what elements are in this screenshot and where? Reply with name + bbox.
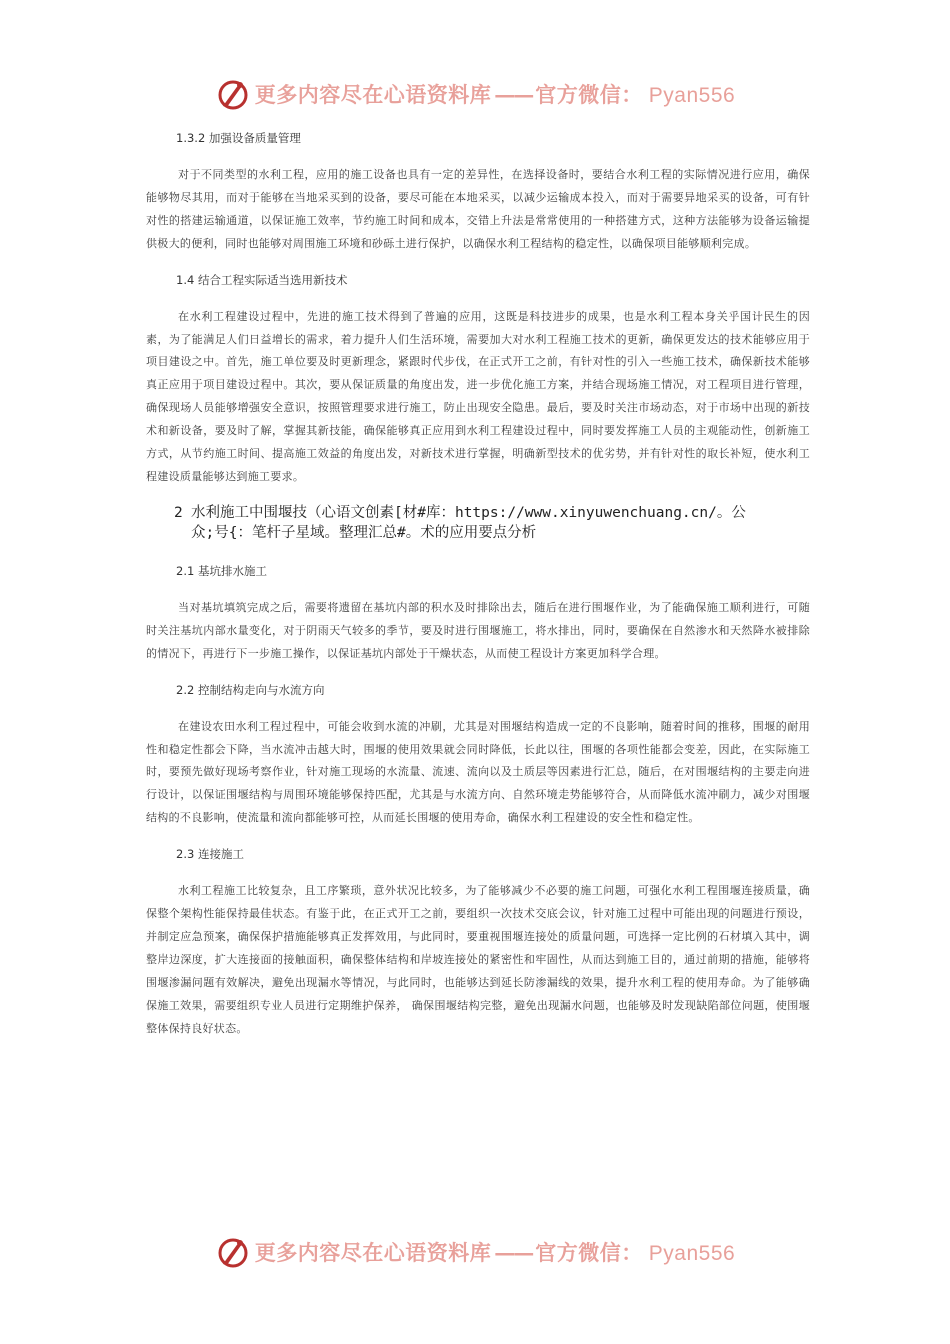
section-heading: 2.3 连接施工 [176, 847, 244, 862]
section-paragraph: 对于不同类型的水利工程，应用的施工设备也具有一定的差异性，在选择设备时，要结合水利工程的实际情况进行应用，确保能够物尽其用，而对于能够在当地采买到的设备，要尽可能在本地采买，以减少运输成本投入，而对于需要异地采买的设备，可有针对性的搭建运输通道，以保证施工效率，节约施工时间和成本，交错上升法是常常使用的一种搭建方式，这种方法能够为设备运输提供极大的便利，同时也能够对周围施工环境和砂砾土进行保护，以确保水利工程结构的稳定性，以确保项目能够顺利完成。 [146, 168, 810, 250]
chapter-heading [146, 503, 810, 543]
section-heading: 1.4 结合工程实际适当选用新技术 [176, 272, 348, 287]
banner-text: 更多内容尽在心语资料库 —— 官方微信： Pyan556 [254, 1240, 736, 1265]
chapter-title-line1: 水利施工中围堰技（心语文创素[材#库：https://www.xinyuwenchuang.cn/。公 [191, 504, 746, 521]
quill-logo-icon [215, 76, 251, 112]
section-heading: 1.3.2 加强设备质量管理 [176, 131, 301, 145]
document-body [146, 128, 810, 1040]
quill-logo-icon [215, 1234, 251, 1270]
section-paragraph: 在水利工程建设过程中，先进的施工技术得到了普遍的应用，这既是科技进步的成果，也是水利工程本身关乎国计民生的因素，为了能满足人们日益增长的需求，着力提升人们生活环境，需要加大对水利工程施工技术的更新，确保更发达的技术能够应用于项目建设之中。首先，施工单位要及时更新理念，紧跟时代步伐，在正式开工之前，有针对性的引入一些施工技术，确保新技术能够真正应用于项目建设过程中。其次，要从保证质量的角度出发，进一步优化施工方案，并结合现场施工情况，对工程项目进行管理，确保现场人员能够增强安全意识，按照管理要求进行施工，防止出现安全隐患。最后，要及时关注市场动态，对于市场中出现的新技术和新设备，要及时了解，掌握其新技能，确保能够真正应用到水利工程建设过程中，同时要发挥施工人员的主观能动性，创新施工方式，从节约施工时间、提高施工效益的角度出发，对新技术进行掌握，明确新型技术的优劣势，并有针对性的取长补短，使水利工程建设质量能够达到施工要求。 [146, 309, 810, 483]
section-heading: 2.1 基坑排水施工 [176, 563, 267, 578]
section-paragraph: 水利工程施工比较复杂，且工序繁琐，意外状况比较多，为了能够减少不必要的施工问题，可强化水利工程围堰连接质量，确保整个架构性能保持最佳状态。有鉴于此，在正式开工之前，要组织一次技术交底会议，针对施工过程中可能出现的问题进行预设，并制定应急预案，确保保护措施能够真正发挥效用，与此同时，要重视围堰连接处的质量问题，可选择一定比例的石材填入其中，调整岸边深度，扩大连接面的接触面积，确保整体结构和岸坡连接处的紧密性和牢固性，从而达到施工目的，通过前期的措施，能够将围堰渗漏问题有效解决，避免出现漏水等情况，与此同时，也能够达到延长防渗漏线的效果，提升水利工程的使用寿命。为了能够确保施工效果，需要组织专业人员进行定期维护保养， 确保围堰结构完整，避免出现漏水问题，也能够及时发现缺陷部位问题，使围堰整体保持良好状态。 [146, 884, 810, 1035]
section-heading: 2.2 控制结构走向与水流方向 [176, 682, 325, 697]
section-paragraph: 在建设农田水利工程过程中，可能会收到水流的冲刷，尤其是对围堰结构造成一定的不良影响，随着时间的推移，围堰的耐用性和稳定性都会下降，当水流冲击越大时，围堰的使用效果就会同时降低，长此以往，围堰的各项性能都会变差，因此，在实际施工时，要预先做好现场考察作业，针对施工现场的水流量、流速、流向以及土质层等因素进行汇总，随后，在对围堰结构的主要走向进行设计，以保证围堰结构与周围环境能够保持匹配，尤其是与水流方向、自然环境走势能够符合，从而降低水流冲刷力，减少对围堰结构的不良影响，使流量和流向都能够可控，从而延长围堰的使用寿命，确保水利工程建设的安全性和稳定性。 [146, 719, 810, 825]
chapter-number: 2 [174, 504, 183, 521]
header-banner [0, 74, 950, 114]
chapter-title-line2: 众;号{：笔杆子星域。整理汇总#。术的应用要点分析 [191, 524, 537, 541]
banner-text: 更多内容尽在心语资料库 —— 官方微信： Pyan556 [254, 82, 736, 107]
footer-banner [0, 1232, 950, 1272]
section-paragraph: 当对基坑填筑完成之后，需要将遗留在基坑内部的积水及时排除出去，随后在进行围堰作业，为了能确保施工顺利进行，可随时关注基坑内部水量变化，对于阴雨天气较多的季节，要及时进行围堰施工，将水排出，同时，要确保在自然渗水和天然降水被排除的情况下，再进行下一步施工操作，以保证基坑内部处于干燥状态，从而使工程设计方案更加科学合理。 [146, 600, 810, 660]
